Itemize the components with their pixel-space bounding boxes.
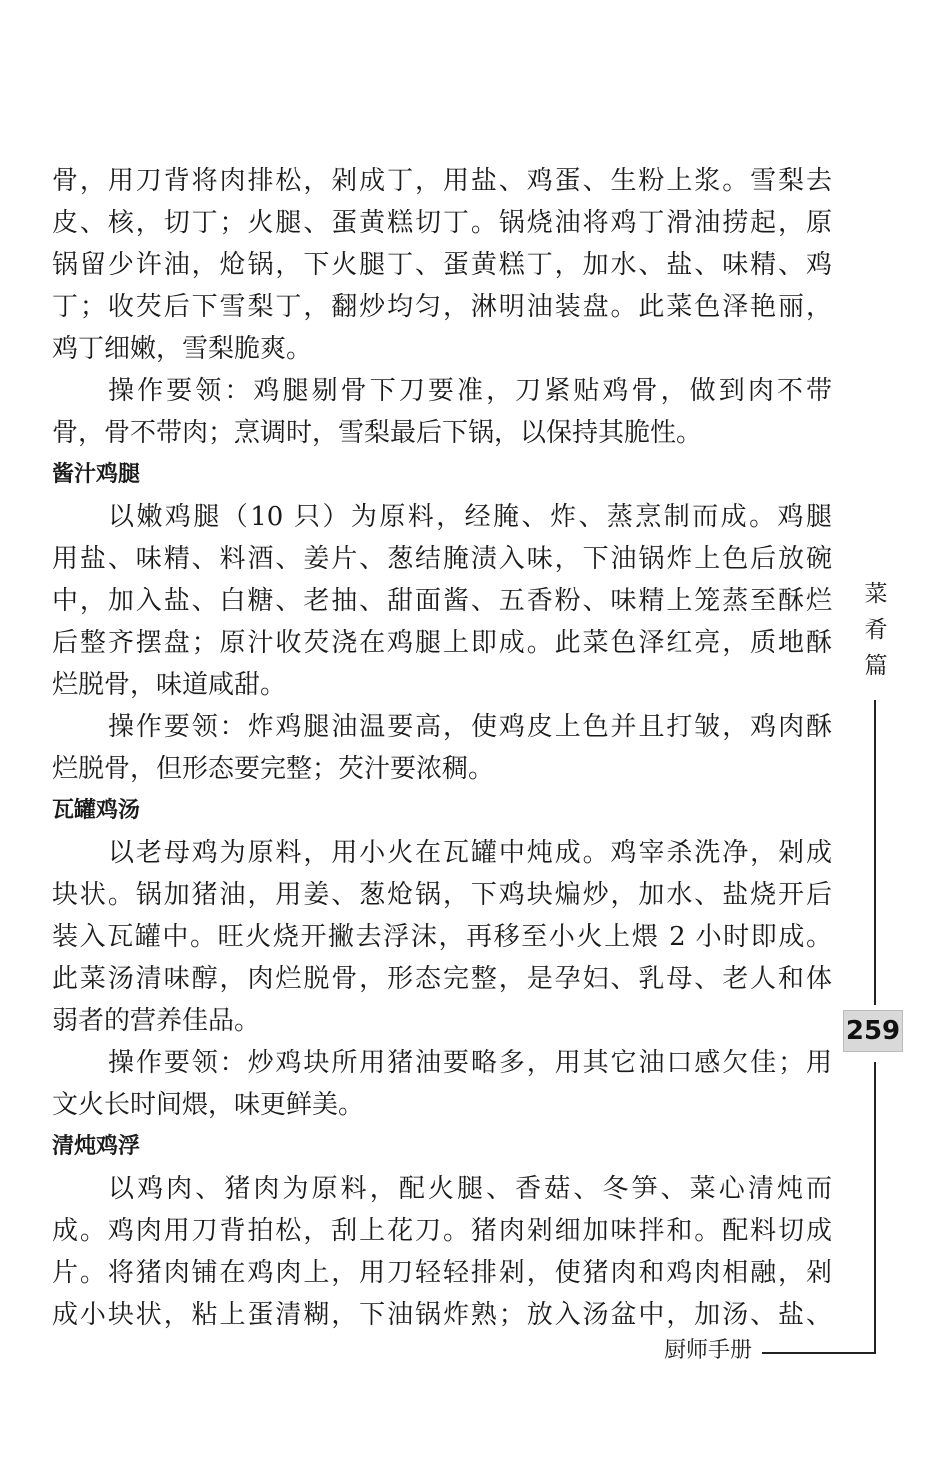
text-line: 装入瓦罐中。旺火烧开撇去浮沫，再移至小火上煨 2 小时即成。 (52, 922, 832, 952)
footer-rule (762, 1352, 876, 1354)
section-heading: 酱汁鸡腿 (52, 462, 141, 487)
text-line: 锅留少许油，炝锅，下火腿丁、蛋黄糕丁，加水、盐、味精、鸡 (52, 250, 832, 280)
side-rule-bottom (874, 1062, 876, 1353)
footer-book-title: 厨师手册 (664, 1338, 753, 1363)
text-line: 用盐、味精、料酒、姜片、葱结腌渍入味，下油锅炸上色后放碗 (52, 544, 832, 574)
text-line: 文火长时间煨，味更鲜美。 (52, 1090, 365, 1120)
text-line: 成小块状，粘上蛋清糊，下油锅炸熟；放入汤盆中，加汤、盐、 (52, 1300, 832, 1330)
text-line: 以鸡肉、猪肉为原料，配火腿、香菇、冬笋、菜心清炖而 (108, 1174, 832, 1204)
text-line: 丁；收芡后下雪梨丁，翻炒均匀，淋明油装盘。此菜色泽艳丽， (52, 292, 832, 322)
text-line: 烂脱骨，但形态要完整；芡汁要浓稠。 (52, 754, 495, 784)
text-line: 以老母鸡为原料，用小火在瓦罐中炖成。鸡宰杀洗净，剁成 (108, 838, 832, 868)
text-line: 块状。锅加猪油，用姜、葱炝锅，下鸡块煸炒，加水、盐烧开后 (52, 880, 832, 910)
text-line: 皮、核，切丁；火腿、蛋黄糕切丁。锅烧油将鸡丁滑油捞起，原 (52, 208, 832, 238)
text-line: 操作要领：炒鸡块所用猪油要略多，用其它油口感欠佳；用 (108, 1048, 832, 1078)
text-line: 操作要领：鸡腿剔骨下刀要准，刀紧贴鸡骨，做到肉不带 (108, 376, 832, 406)
text-line: 以嫩鸡腿（10 只）为原料，经腌、炸、蒸烹制而成。鸡腿 (108, 502, 832, 532)
page-number: 259 (843, 1010, 903, 1052)
text-line: 弱者的营养佳品。 (52, 1006, 261, 1036)
section-heading: 瓦罐鸡汤 (52, 798, 141, 823)
chapter-side-label: 菜肴篇 (864, 581, 888, 679)
section-heading: 清炖鸡浮 (52, 1134, 141, 1159)
body-text (52, 160, 832, 1336)
side-rule-top (874, 700, 876, 1005)
text-line: 操作要领：炸鸡腿油温要高，使鸡皮上色并且打皱，鸡肉酥 (108, 712, 832, 742)
text-line: 后整齐摆盘；原汁收芡浇在鸡腿上即成。此菜色泽红亮，质地酥 (52, 628, 832, 658)
text-line: 骨，骨不带肉；烹调时，雪梨最后下锅，以保持其脆性。 (52, 418, 703, 448)
text-line: 此菜汤清味醇，肉烂脱骨，形态完整，是孕妇、乳母、老人和体 (52, 964, 832, 994)
text-line: 烂脱骨，味道咸甜。 (52, 670, 287, 700)
text-line: 骨，用刀背将肉排松，剁成丁，用盐、鸡蛋、生粉上浆。雪梨去 (52, 166, 832, 196)
text-line: 鸡丁细嫩，雪梨脆爽。 (52, 334, 313, 364)
text-line: 中，加入盐、白糖、老抽、甜面酱、五香粉、味精上笼蒸至酥烂 (52, 586, 832, 616)
text-line: 成。鸡肉用刀背拍松，刮上花刀。猪肉剁细加味拌和。配料切成 (52, 1216, 832, 1246)
text-line: 片。将猪肉铺在鸡肉上，用刀轻轻排剁，使猪肉和鸡肉相融，剁 (52, 1258, 832, 1288)
